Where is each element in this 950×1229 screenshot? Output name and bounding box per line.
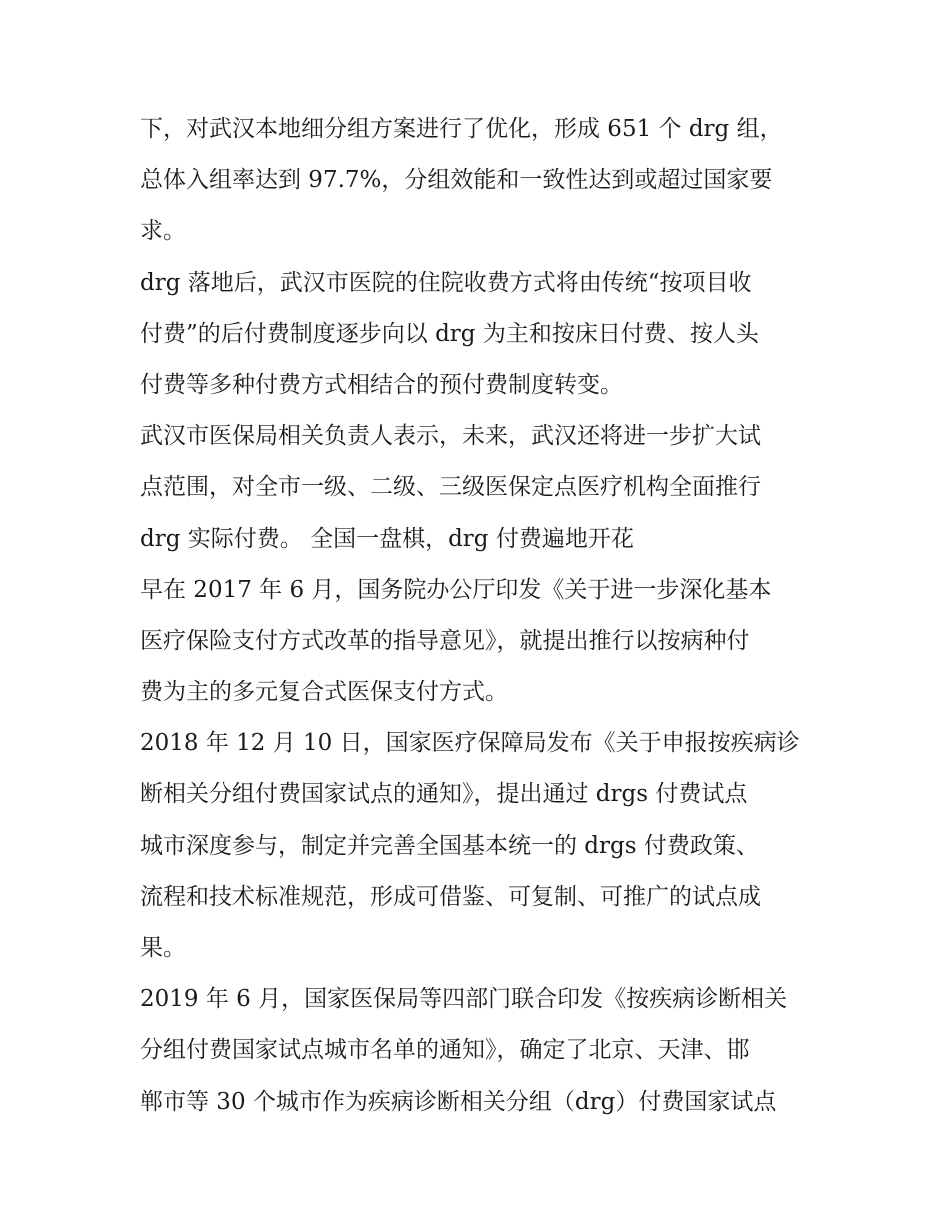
text-line: 2018 年 12 月 10 日，国家医疗保障局发布《关于申报按疾病诊 [140,730,800,757]
text-line: 流程和技术标准规范，形成可借鉴、可复制、可推广的试点成 [140,883,761,910]
text-line: 付费等多种付费方式相结合的预付费制度转变。 [140,371,623,398]
text-line: 城市深度参与，制定并完善全国基本统一的 drgs 付费政策、 [140,832,759,859]
text-line: 医疗保险支付方式改革的指导意见》，就提出推行以按病种付 [140,627,750,654]
document-body [140,104,820,1128]
text-line: 断相关分组付费国家试点的通知》，提出通过 drgs 付费试点 [140,781,748,808]
text-line: 早在 2017 年 6 月，国务院办公厅印发《关于进一步深化基本 [140,576,772,603]
text-line: 果。 [140,935,186,961]
text-line: 求。 [140,218,186,245]
text-line: 费为主的多元复合式医保支付方式。 [140,679,508,706]
text-line: 付费”的后付费制度逐步向以 drg 为主和按床日付费、按人头 [140,320,759,347]
text-line: 2019 年 6 月，国家医保局等四部门联合印发《按疾病诊断相关 [140,986,788,1013]
text-line: 郸市等 30 个城市作为疾病诊断相关分组（drg）付费国家试点 [140,1088,777,1115]
text-line: 下，对武汉本地细分组方案进行了优化，形成 651 个 drg 组， [140,116,783,142]
text-line: drg 实际付费。 全国一盘棋，drg 付费遍地开花 [140,525,634,552]
text-line: drg 落地后，武汉市医院的住院收费方式将由传统“按项目收 [140,269,752,296]
text-line: 总体入组率达到 97.7%，分组效能和一致性达到或超过国家要 [140,167,773,194]
text-line: 分组付费国家试点城市名单的通知》，确定了北京、天津、邯 [140,1037,750,1064]
text-line: 点范围，对全市一级、二级、三级医保定点医疗机构全面推行 [140,474,761,501]
text-line: 武汉市医保局相关负责人表示，未来，武汉还将进一步扩大试 [140,423,761,450]
